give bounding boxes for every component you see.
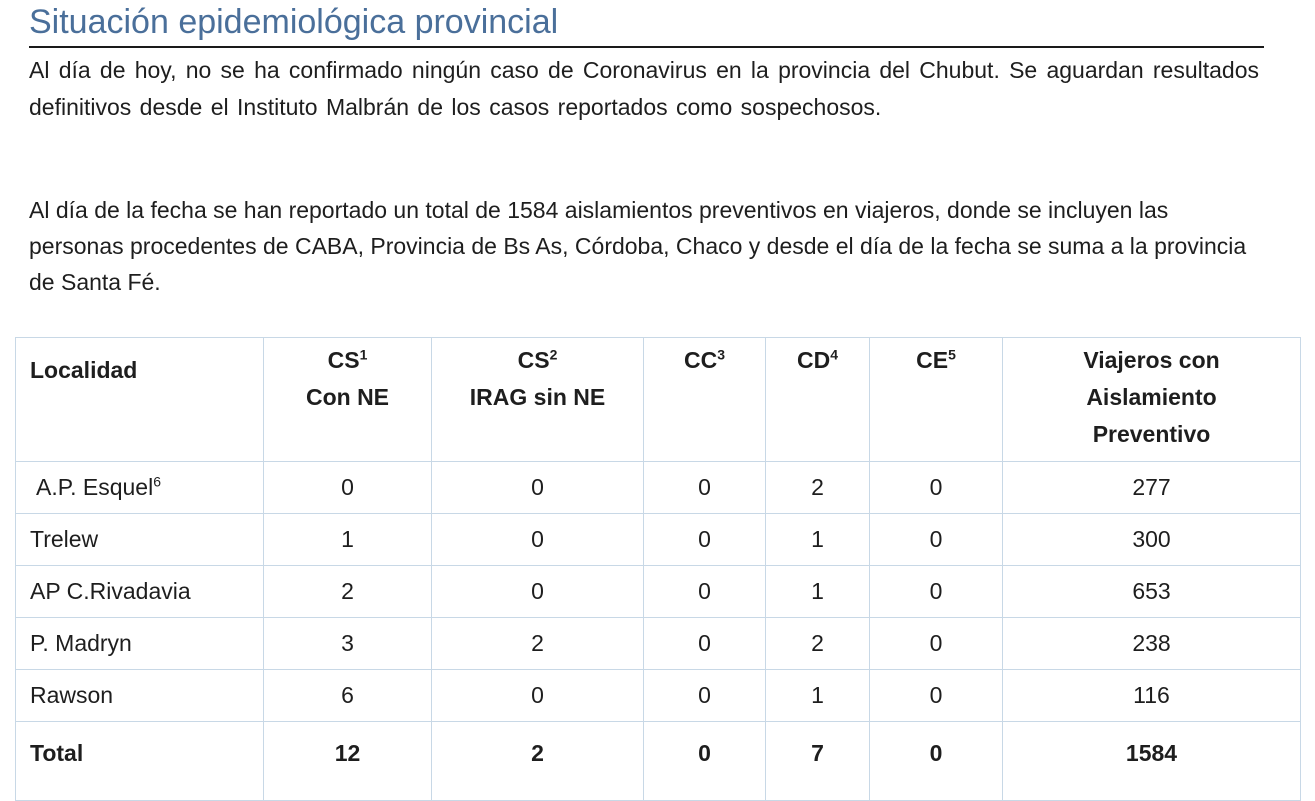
cell-cs2: 0 (432, 462, 644, 514)
cell-cs1: 2 (264, 566, 432, 618)
cell-cs2: 0 (432, 514, 644, 566)
cell-ce: 0 (870, 670, 1003, 722)
cell-localidad: Trelew (16, 514, 264, 566)
cell-cd: 1 (766, 514, 870, 566)
localidad-name: A.P. Esquel (36, 474, 154, 500)
cell-ce: 0 (870, 566, 1003, 618)
cell-total-cc: 0 (644, 722, 766, 801)
cell-viajeros: 116 (1003, 670, 1301, 722)
table-total-row (16, 722, 1301, 801)
cell-localidad (16, 462, 264, 514)
cell-viajeros: 277 (1003, 462, 1301, 514)
header-localidad-label: Localidad (30, 357, 138, 383)
header-cc-label: CC (683, 347, 718, 373)
cell-cs1: 6 (264, 670, 432, 722)
header-cc (644, 338, 766, 462)
header-cc-footnote: 3 (717, 346, 726, 363)
header-cd (766, 338, 870, 462)
header-cs1-sublabel: Con NE (305, 384, 390, 410)
cell-total-cs2: 2 (432, 722, 644, 801)
cell-cd: 1 (766, 670, 870, 722)
cell-cd: 1 (766, 566, 870, 618)
cell-localidad: Rawson (16, 670, 264, 722)
cell-cs1: 0 (264, 462, 432, 514)
header-ce (870, 338, 1003, 462)
cell-cs1: 3 (264, 618, 432, 670)
header-ce-label: CE (916, 347, 949, 373)
cell-localidad: AP C.Rivadavia (16, 566, 264, 618)
cell-viajeros: 238 (1003, 618, 1301, 670)
cell-cc: 0 (644, 618, 766, 670)
header-viajeros-line2: Aislamiento (1086, 384, 1217, 410)
header-cs2-label: CS (517, 347, 550, 373)
cell-viajeros: 653 (1003, 566, 1301, 618)
header-viajeros (1003, 338, 1301, 462)
cell-cc: 0 (644, 670, 766, 722)
cell-total-cs1: 12 (264, 722, 432, 801)
localidad-footnote: 6 (153, 473, 162, 490)
header-cs2 (432, 338, 644, 462)
title-divider (29, 46, 1264, 48)
page-title: Situación epidemiológica provincial (29, 3, 559, 41)
header-cd-label: CD (796, 347, 831, 373)
header-viajeros-line3: Preventivo (1092, 421, 1211, 447)
cell-cs2: 0 (432, 670, 644, 722)
header-localidad (16, 338, 264, 462)
cell-cd: 2 (766, 462, 870, 514)
table-row (16, 514, 1301, 566)
cell-ce: 0 (870, 514, 1003, 566)
cell-cd: 2 (766, 618, 870, 670)
cell-total-label: Total (16, 722, 264, 801)
cell-ce: 0 (870, 462, 1003, 514)
header-cs2-sublabel: IRAG sin NE (469, 384, 606, 410)
cell-localidad: P. Madryn (16, 618, 264, 670)
header-cs2-footnote: 2 (549, 346, 558, 363)
cell-cs1: 1 (264, 514, 432, 566)
table-header-row (16, 338, 1301, 462)
table-row (16, 618, 1301, 670)
paragraph-preventive-isolation: Al día de la fecha se han reportado un total de 1584 aislamientos preventivos en viajeros, donde se incluyen las personas procedentes de CABA, Provincia de Bs As, Córdoba, Chaco y desde el día de la fecha se suma a la provincia de Santa Fé. (29, 197, 1247, 295)
cell-cc: 0 (644, 462, 766, 514)
header-viajeros-line1: Viajeros con (1083, 347, 1220, 373)
cell-total-viajeros: 1584 (1003, 722, 1301, 801)
table-row (16, 670, 1301, 722)
header-cs1-footnote: 1 (359, 346, 368, 363)
cell-total-cd: 7 (766, 722, 870, 801)
header-ce-footnote: 5 (948, 346, 956, 363)
header-cd-footnote: 4 (830, 346, 839, 363)
cell-ce: 0 (870, 618, 1003, 670)
epidemiological-table (15, 337, 1301, 801)
header-cs1-label: CS (327, 347, 360, 373)
cell-total-ce: 0 (870, 722, 1003, 801)
cell-cc: 0 (644, 566, 766, 618)
table-row (16, 566, 1301, 618)
cell-cs2: 0 (432, 566, 644, 618)
cell-cc: 0 (644, 514, 766, 566)
table-row (16, 462, 1301, 514)
paragraph-confirmed-cases: Al día de hoy, no se ha confirmado ningún caso de Coronavirus en la provincia del Chubut. Se aguardan resultados definitivos desde el Instituto Malbrán de los casos reportados como sospechosos. (29, 57, 1259, 120)
header-cs1 (264, 338, 432, 462)
cell-viajeros: 300 (1003, 514, 1301, 566)
cell-cs2: 2 (432, 618, 644, 670)
